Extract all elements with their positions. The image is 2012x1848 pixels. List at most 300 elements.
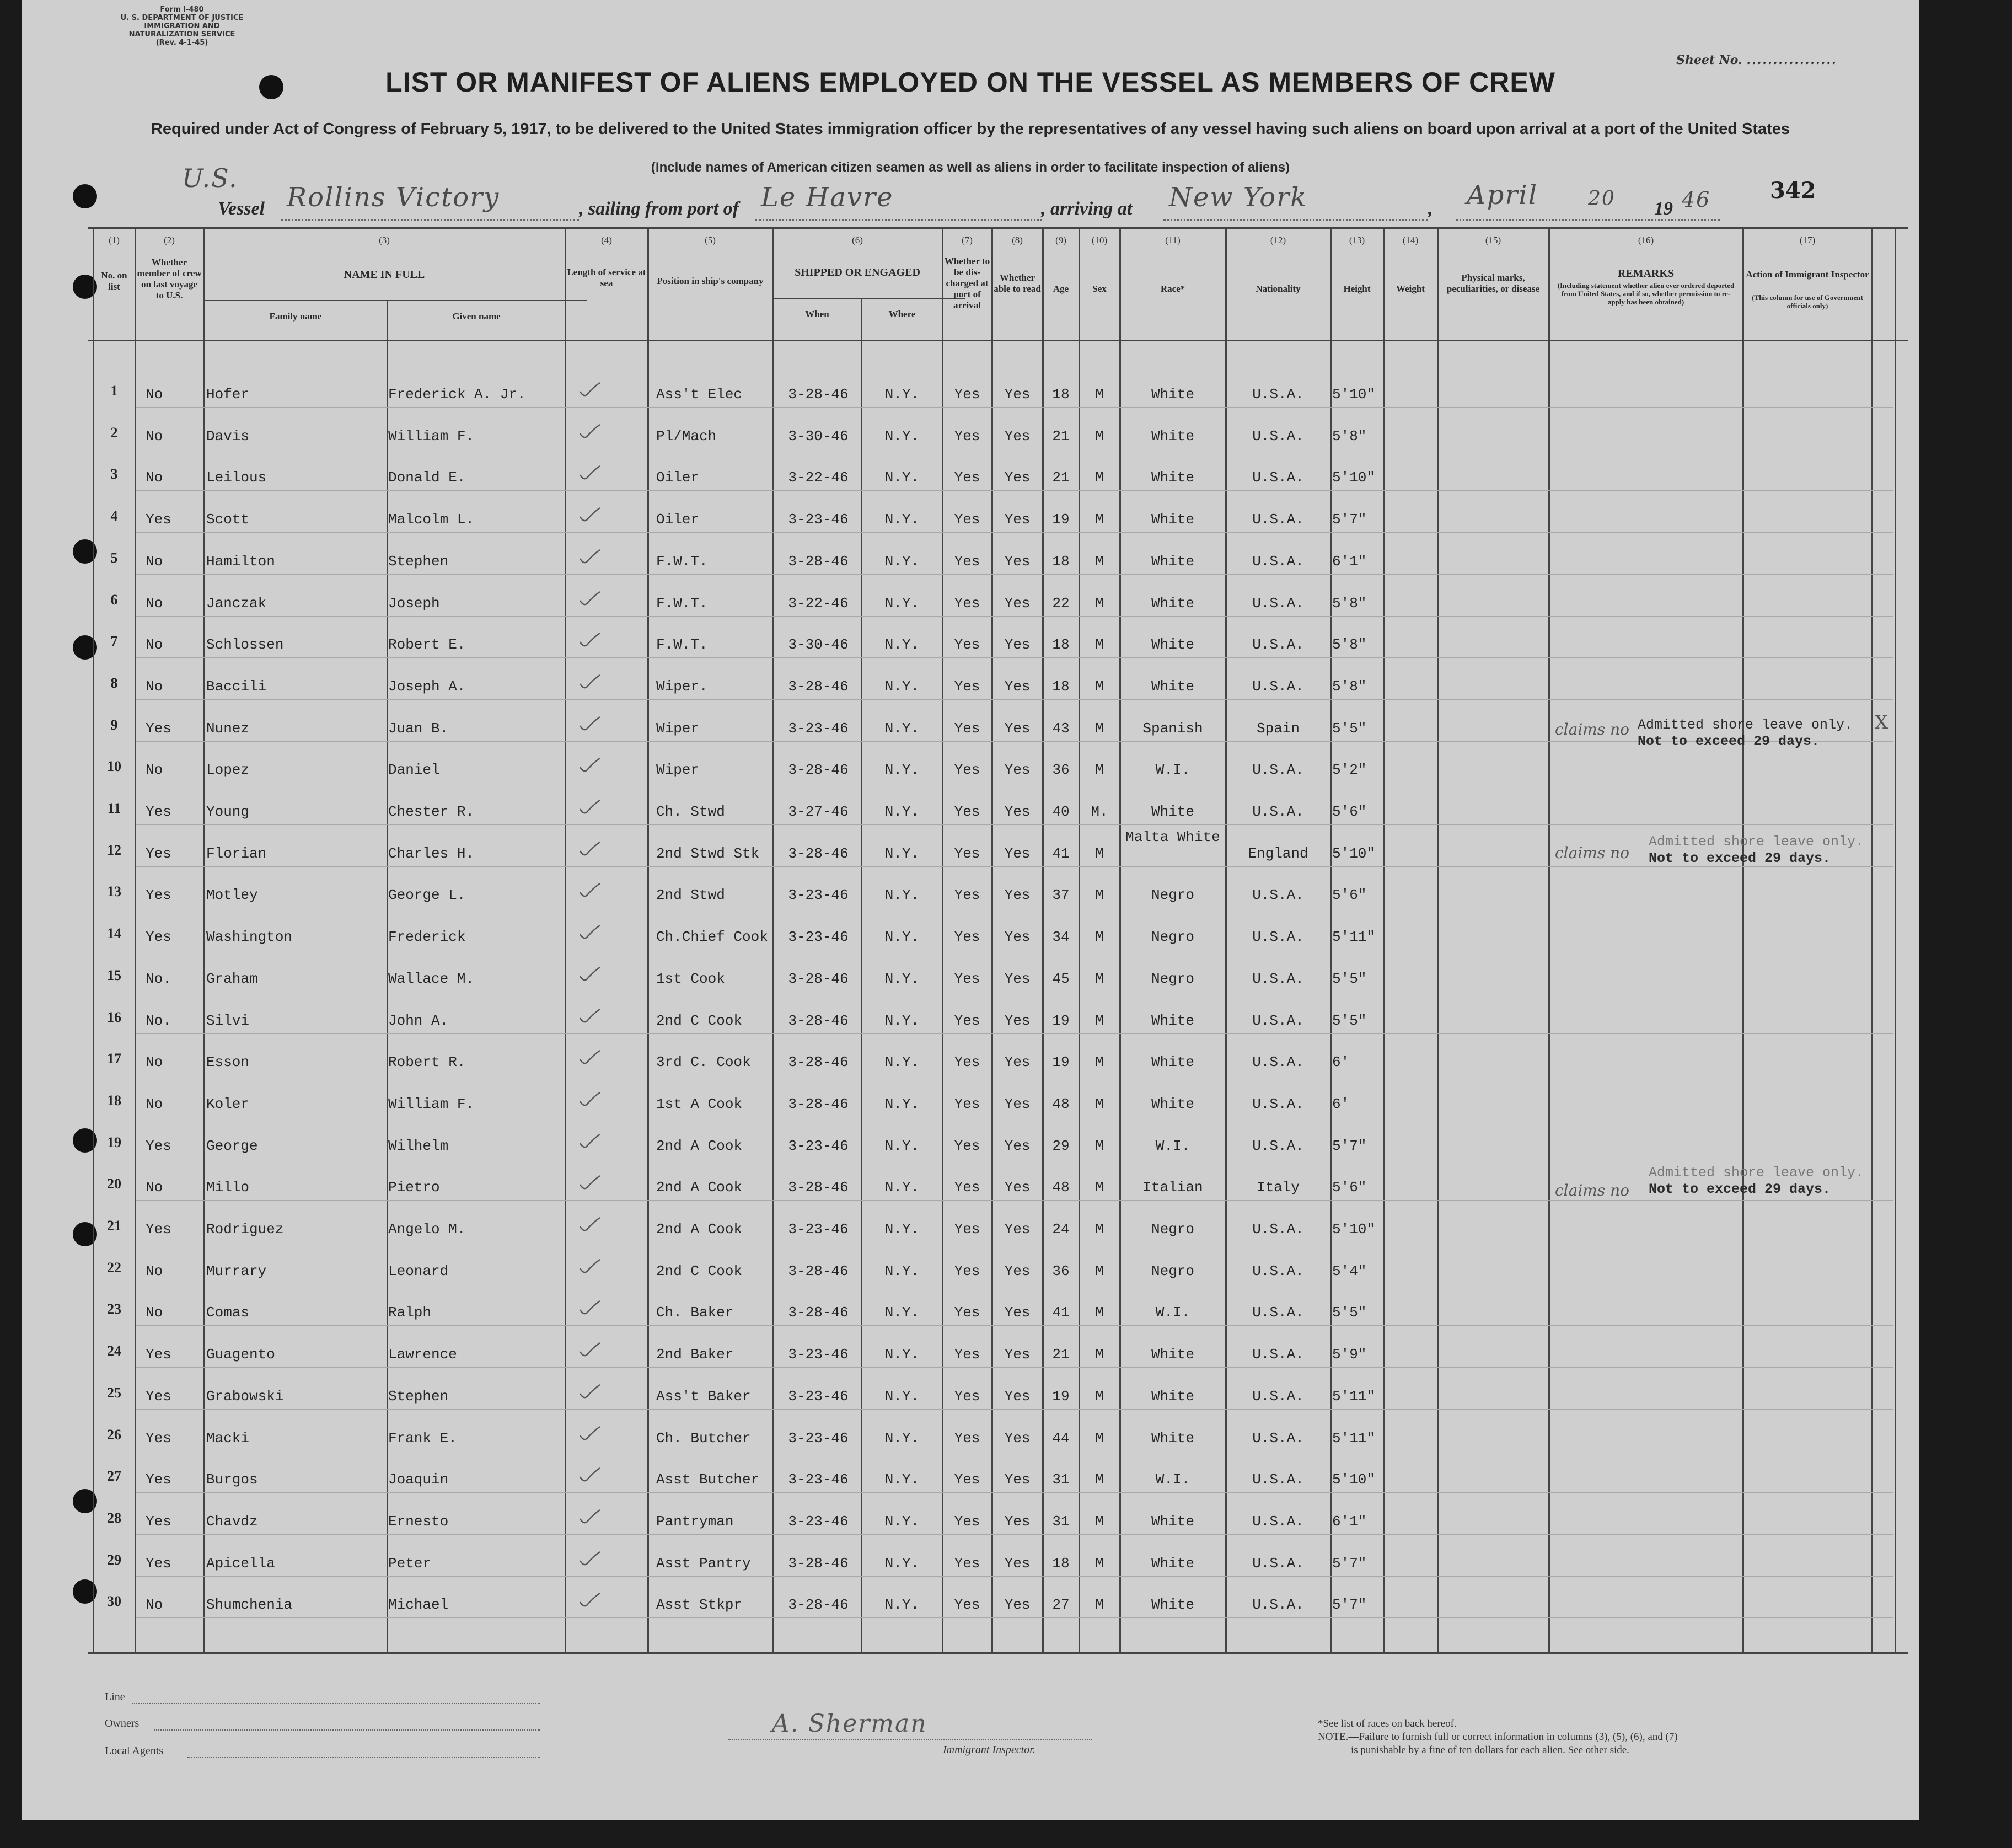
cell-height: 5'5" (1332, 1013, 1367, 1029)
row-rule (136, 824, 1893, 825)
col-num: (8) (1012, 235, 1023, 245)
cell-no: 21 (107, 1218, 121, 1234)
penalty-note-2: is punishable by a fine of ten dollars for each alien. See other side. (1351, 1744, 1629, 1756)
cell-discharged: Yes (954, 1013, 980, 1029)
col-num: (7) (962, 235, 973, 245)
cell-no: 15 (107, 967, 121, 983)
cell-member: No (146, 678, 163, 695)
cell-sex: M (1095, 762, 1104, 778)
cell-member: No (146, 469, 163, 486)
cell-discharged: Yes (954, 804, 980, 820)
cell-given-name: Frederick (388, 929, 466, 945)
cell-sex: M (1095, 595, 1104, 612)
cell-able-to-read: Yes (1004, 1054, 1031, 1070)
check-mark-icon (579, 1048, 601, 1067)
country-handwritten: U.S. (182, 163, 238, 193)
check-mark-icon (579, 1508, 601, 1526)
check-mark-icon (579, 965, 601, 984)
row-rule (136, 1033, 1893, 1034)
row-rule (136, 407, 1893, 408)
cell-discharged: Yes (954, 845, 980, 862)
header-age: Age (1053, 283, 1069, 294)
cell-when: 3-28-46 (788, 1263, 849, 1279)
row-rule (136, 657, 1893, 658)
col-num: (5) (705, 235, 716, 245)
check-mark-icon (579, 1341, 601, 1359)
cell-discharged: Yes (954, 1513, 980, 1530)
inspector-signature: A. Sherman (772, 1710, 927, 1738)
cell-sex: M. (1091, 804, 1108, 820)
remark-text: Admitted shore leave only. Not to exceed 29 days. (1649, 834, 1864, 866)
cell-height: 5'6" (1332, 887, 1367, 903)
check-mark-icon (579, 1007, 601, 1026)
cell-nationality: U.S.A. (1252, 762, 1304, 778)
cell-position: Ch. Butcher (656, 1430, 751, 1447)
port-from: Le Havre (761, 182, 894, 213)
cell-race: White (1151, 595, 1194, 612)
cell-position: Wiper (656, 762, 700, 778)
cell-nationality: U.S.A. (1252, 428, 1304, 444)
date-month: April (1467, 180, 1538, 211)
cell-sex: M (1095, 553, 1104, 570)
cell-family-name: Washington (206, 929, 293, 945)
cell-family-name: Shumchenia (206, 1597, 293, 1613)
cell-race: White (1151, 553, 1194, 570)
cell-position: Ch.Chief Cook (656, 929, 768, 945)
cell-family-name: Chavdz (206, 1513, 258, 1530)
cell-no: 9 (110, 717, 118, 733)
cell-family-name: Lopez (206, 762, 250, 778)
cell-when: 3-28-46 (788, 971, 849, 987)
cell-position: Ass't Baker (656, 1388, 751, 1405)
cell-family-name: Davis (206, 428, 250, 444)
cell-able-to-read: Yes (1004, 1513, 1031, 1530)
cell-family-name: Young (206, 804, 250, 820)
check-mark-icon (579, 1550, 601, 1568)
check-mark-icon (579, 881, 601, 900)
cell-age: 19 (1052, 511, 1070, 528)
header-discharged: Whether to be dis- charged at port of arrival (944, 256, 990, 310)
cell-position: F.W.T. (656, 595, 708, 612)
sheet-number: 342 (1770, 178, 1816, 203)
cell-race: W.I. (1155, 1138, 1190, 1154)
cell-where: N.Y. (884, 1430, 920, 1447)
cell-when: 3-28-46 (788, 386, 849, 403)
cell-given-name: William F. (388, 428, 475, 444)
check-mark-icon (579, 1174, 601, 1192)
footer-line-label: Line (105, 1691, 125, 1703)
cell-given-name: Robert E. (388, 636, 466, 653)
cell-sex: M (1095, 1388, 1104, 1405)
cell-family-name: Grabowski (206, 1388, 284, 1405)
cell-where: N.Y. (884, 511, 920, 528)
remark-handwritten: claims no (1555, 1181, 1629, 1199)
check-mark-icon (579, 590, 601, 608)
col-num: (14) (1402, 235, 1419, 245)
dotted-line (755, 219, 1042, 221)
cell-race: W.I. (1155, 762, 1190, 778)
cell-where: N.Y. (884, 1054, 920, 1070)
col-divider (1742, 227, 1744, 1653)
cell-when: 3-28-46 (788, 845, 849, 862)
cell-nationality: U.S.A. (1252, 1054, 1304, 1070)
cell-given-name: Wallace M. (388, 971, 475, 987)
cell-sex: M (1095, 1555, 1104, 1572)
cell-no: 4 (110, 508, 118, 524)
cell-sex: M (1095, 1096, 1104, 1112)
cell-when: 3-23-46 (788, 1471, 849, 1488)
cell-member: No (146, 553, 163, 570)
cell-member: Yes (146, 1471, 171, 1488)
cell-no: 24 (107, 1343, 121, 1359)
col-num: (13) (1349, 235, 1365, 245)
cell-no: 19 (107, 1134, 121, 1150)
cell-nationality: England (1248, 845, 1308, 862)
col-divider (135, 227, 136, 1653)
row-rule (136, 1200, 1893, 1201)
cell-discharged: Yes (954, 1555, 980, 1572)
cell-member: No (146, 1179, 163, 1196)
cell-no: 20 (107, 1176, 121, 1192)
table-bottom-border (88, 1652, 1908, 1654)
cell-position: Asst Stkpr (656, 1597, 743, 1613)
cell-race: White (1151, 1096, 1194, 1112)
cell-where: N.Y. (884, 1346, 920, 1363)
cell-given-name: Juan B. (388, 720, 449, 737)
cell-no: 28 (107, 1510, 121, 1526)
cell-given-name: Donald E. (388, 469, 466, 486)
cell-race: White (1151, 428, 1194, 444)
check-mark-icon (579, 464, 601, 483)
cell-when: 3-23-46 (788, 1221, 849, 1238)
cell-height: 5'4" (1332, 1263, 1367, 1279)
row-rule (136, 490, 1893, 491)
cell-position: 2nd C Cook (656, 1013, 743, 1029)
header-where: Where (888, 309, 916, 319)
check-mark-icon (579, 1466, 601, 1485)
dotted-line (187, 1757, 540, 1758)
cell-given-name: Robert R. (388, 1054, 466, 1070)
cell-when: 3-28-46 (788, 1054, 849, 1070)
cell-race: White (1151, 1346, 1194, 1363)
cell-able-to-read: Yes (1004, 1263, 1031, 1279)
cell-given-name: Peter (388, 1555, 432, 1572)
cell-family-name: Hamilton (206, 553, 275, 570)
cell-given-name: Ralph (388, 1304, 432, 1321)
cell-given-name: George L. (388, 887, 466, 903)
cell-nationality: U.S.A. (1252, 1346, 1304, 1363)
header-given-name: Given name (452, 311, 501, 322)
cell-member: No (146, 1597, 163, 1613)
cell-member: Yes (146, 1138, 171, 1154)
remark-handwritten: claims no (1555, 844, 1629, 862)
table-top-border (88, 227, 1908, 229)
cell-family-name: Koler (206, 1096, 250, 1112)
inspector-label: Immigrant Inspector. (943, 1744, 1035, 1756)
cell-member: Yes (146, 720, 171, 737)
cell-able-to-read: Yes (1004, 720, 1031, 737)
cell-member: Yes (146, 511, 171, 528)
cell-no: 26 (107, 1427, 121, 1443)
cell-age: 36 (1052, 762, 1070, 778)
cell-age: 18 (1052, 1555, 1070, 1572)
cell-nationality: Spain (1256, 720, 1300, 737)
row-rule (136, 1492, 1893, 1493)
cell-where: N.Y. (884, 887, 920, 903)
cell-discharged: Yes (954, 1388, 980, 1405)
cell-where: N.Y. (884, 1096, 920, 1112)
header-action: Action of Immigrant Inspector (1746, 269, 1869, 280)
cell-member: Yes (146, 929, 171, 945)
dotted-line (1456, 219, 1720, 221)
cell-age: 48 (1052, 1179, 1070, 1196)
cell-height: 5'11" (1332, 1388, 1376, 1405)
cell-height: 5'8" (1332, 636, 1367, 653)
cell-height: 5'8" (1332, 678, 1367, 695)
cell-where: N.Y. (884, 1013, 920, 1029)
cell-given-name: William F. (388, 1096, 475, 1112)
cell-member: Yes (146, 845, 171, 862)
col-divider (1437, 227, 1439, 1653)
cell-height: 5'10" (1332, 1471, 1376, 1488)
cell-age: 44 (1052, 1430, 1070, 1447)
cell-no: 27 (107, 1468, 121, 1484)
cell-position: 2nd Baker (656, 1346, 734, 1363)
cell-where: N.Y. (884, 762, 920, 778)
check-mark-icon (579, 381, 601, 399)
cell-family-name: Silvi (206, 1013, 250, 1029)
header-height: Height (1343, 283, 1371, 294)
header-race: Race* (1160, 283, 1185, 294)
col-num: (2) (164, 235, 175, 245)
cell-able-to-read: Yes (1004, 386, 1031, 403)
cell-sex: M (1095, 845, 1104, 862)
cell-given-name: John A. (388, 1013, 449, 1029)
cell-member: Yes (146, 887, 171, 903)
col-num: (11) (1165, 235, 1181, 245)
cell-sex: M (1095, 887, 1104, 903)
cell-where: N.Y. (884, 929, 920, 945)
header-remarks: REMARKS (1617, 267, 1675, 280)
cell-where: N.Y. (884, 845, 920, 862)
cell-family-name: Schlossen (206, 636, 284, 653)
cell-able-to-read: Yes (1004, 595, 1031, 612)
cell-sex: M (1095, 1513, 1104, 1530)
col-divider (1871, 227, 1873, 1653)
cell-discharged: Yes (954, 887, 980, 903)
dotted-line (1163, 219, 1428, 221)
cell-nationality: U.S.A. (1252, 1430, 1304, 1447)
date-year: 46 (1682, 188, 1711, 212)
cell-nationality: U.S.A. (1252, 1138, 1304, 1154)
cell-no: 12 (107, 842, 121, 858)
cell-height: 5'6" (1332, 1179, 1367, 1196)
cell-nationality: U.S.A. (1252, 1555, 1304, 1572)
cell-member: Yes (146, 1346, 171, 1363)
cell-age: 19 (1052, 1054, 1070, 1070)
cell-family-name: Nunez (206, 720, 250, 737)
cell-discharged: Yes (954, 1179, 980, 1196)
cell-family-name: Graham (206, 971, 258, 987)
cell-family-name: Millo (206, 1179, 250, 1196)
col-num: (17) (1799, 235, 1816, 245)
cell-nationality: U.S.A. (1252, 971, 1304, 987)
cell-position: 2nd Stwd Stk (656, 845, 760, 862)
cell-able-to-read: Yes (1004, 804, 1031, 820)
cell-able-to-read: Yes (1004, 1096, 1031, 1112)
cell-member: No (146, 762, 163, 778)
cell-age: 22 (1052, 595, 1070, 612)
cell-where: N.Y. (884, 1471, 920, 1488)
cell-member: Yes (146, 1388, 171, 1405)
cell-discharged: Yes (954, 1221, 980, 1238)
cell-no: 3 (110, 466, 118, 482)
cell-age: 48 (1052, 1096, 1070, 1112)
cell-family-name: Macki (206, 1430, 250, 1447)
col-num: (6) (852, 235, 863, 245)
arriving-label: , arriving at (1041, 199, 1133, 219)
cell-given-name: Michael (388, 1597, 449, 1613)
col-divider (1548, 227, 1550, 1653)
cell-able-to-read: Yes (1004, 762, 1031, 778)
cell-sex: M (1095, 1179, 1104, 1196)
cell-height: 5'7" (1332, 1597, 1367, 1613)
cell-age: 31 (1052, 1513, 1070, 1530)
cell-no: 8 (110, 675, 118, 691)
cell-no: 29 (107, 1552, 121, 1568)
cell-able-to-read: Yes (1004, 1346, 1031, 1363)
cell-able-to-read: Yes (1004, 1388, 1031, 1405)
cell-family-name: Esson (206, 1054, 250, 1070)
cell-position: Ass't Elec (656, 386, 743, 403)
cell-family-name: Hofer (206, 386, 250, 403)
check-mark-icon (579, 506, 601, 524)
cell-given-name: Malcolm L. (388, 511, 475, 528)
cell-when: 3-23-46 (788, 511, 849, 528)
date-year-prefix: 19 (1654, 199, 1673, 219)
cell-position: Pl/Mach (656, 428, 717, 444)
cell-height: 5'10" (1332, 845, 1376, 862)
cell-race: Negro (1151, 887, 1194, 903)
form-identifier: Form I-480 U. S. DEPARTMENT OF JUSTICE IMMIGRATION AND NATURALIZATION SERVICE (Rev. 4-1-45) (120, 6, 244, 47)
cell-no: 18 (107, 1092, 121, 1108)
dotted-line (281, 219, 579, 221)
cell-where: N.Y. (884, 678, 920, 695)
col-divider (647, 227, 649, 1653)
cell-able-to-read: Yes (1004, 1013, 1031, 1029)
cell-nationality: U.S.A. (1252, 386, 1304, 403)
check-mark-icon (579, 840, 601, 859)
check-mark-icon (579, 1090, 601, 1109)
check-mark-icon (579, 1257, 601, 1276)
cell-able-to-read: Yes (1004, 887, 1031, 903)
cell-family-name: Baccili (206, 678, 267, 695)
header-shipped: SHIPPED OR ENGAGED (795, 266, 920, 278)
check-mark-icon (579, 673, 601, 692)
cell-family-name: Scott (206, 511, 250, 528)
cell-no: 22 (107, 1260, 121, 1276)
cell-discharged: Yes (954, 1430, 980, 1447)
cell-age: 31 (1052, 1471, 1070, 1488)
cell-height: 5'6" (1332, 804, 1367, 820)
cell-discharged: Yes (954, 762, 980, 778)
cell-nationality: U.S.A. (1252, 469, 1304, 486)
cell-when: 3-28-46 (788, 1555, 849, 1572)
cell-no: 6 (110, 592, 118, 608)
cell-height: 5'5" (1332, 971, 1367, 987)
header-remarks-note: (Including statement whether alien ever ordered deported from United States, and if so, whether permission to re-apply has been obtained) (1557, 281, 1735, 306)
cell-where: N.Y. (884, 595, 920, 612)
cell-member: No (146, 386, 163, 403)
cell-member: No. (146, 1013, 171, 1029)
cell-member: No. (146, 971, 171, 987)
cell-position: Asst Pantry (656, 1555, 751, 1572)
cell-position: F.W.T. (656, 636, 708, 653)
cell-given-name: Stephen (388, 1388, 449, 1405)
cell-height: 5'7" (1332, 511, 1367, 528)
cell-given-name: Daniel (388, 762, 440, 778)
cell-able-to-read: Yes (1004, 1304, 1031, 1321)
cell-sex: M (1095, 1304, 1104, 1321)
cell-race: Negro (1151, 929, 1194, 945)
cell-member: No (146, 1304, 163, 1321)
check-mark-icon (579, 548, 601, 566)
cell-no: 5 (110, 550, 118, 566)
cell-age: 21 (1052, 1346, 1070, 1363)
cell-race: Negro (1151, 1221, 1194, 1238)
cell-family-name: Burgos (206, 1471, 258, 1488)
col-num: (12) (1270, 235, 1286, 245)
row-rule (136, 741, 1893, 742)
cell-sex: M (1095, 720, 1104, 737)
remark-text: Admitted shore leave only. Not to exceed 29 days. (1649, 1165, 1864, 1197)
col-num: (15) (1485, 235, 1501, 245)
header-action-note: (This column for use of Government officials only) (1752, 293, 1863, 310)
cell-given-name: Joseph (388, 595, 440, 612)
cell-position: 2nd A Cook (656, 1179, 743, 1196)
cell-sex: M (1095, 511, 1104, 528)
cell-family-name: Rodriguez (206, 1221, 284, 1238)
cell-age: 21 (1052, 428, 1070, 444)
col-divider (565, 227, 566, 1653)
port-to: New York (1169, 182, 1308, 213)
cell-when: 3-28-46 (788, 1096, 849, 1112)
row-rule (136, 1534, 1893, 1535)
cell-race: W.I. (1155, 1304, 1190, 1321)
header-no-on-list: No. on list (101, 270, 127, 292)
cell-race: Italian (1142, 1179, 1203, 1196)
cell-age: 41 (1052, 845, 1070, 862)
cell-height: 5'8" (1332, 595, 1367, 612)
cell-member: No (146, 428, 163, 444)
cell-position: 1st A Cook (656, 1096, 743, 1112)
cell-when: 3-23-46 (788, 887, 849, 903)
cell-nationality: U.S.A. (1252, 511, 1304, 528)
cell-age: 41 (1052, 1304, 1070, 1321)
row-rule (136, 1576, 1893, 1577)
cell-height: 6' (1332, 1096, 1350, 1112)
cell-no: 13 (107, 883, 121, 899)
cell-no: 30 (107, 1593, 121, 1609)
cell-height: 6' (1332, 1054, 1350, 1070)
cell-when: 3-23-46 (788, 1138, 849, 1154)
cell-discharged: Yes (954, 1138, 980, 1154)
dotted-line (132, 1703, 540, 1704)
cell-discharged: Yes (954, 595, 980, 612)
cell-nationality: U.S.A. (1252, 929, 1304, 945)
check-mark-icon (579, 1424, 601, 1443)
cell-family-name: Leilous (206, 469, 267, 486)
